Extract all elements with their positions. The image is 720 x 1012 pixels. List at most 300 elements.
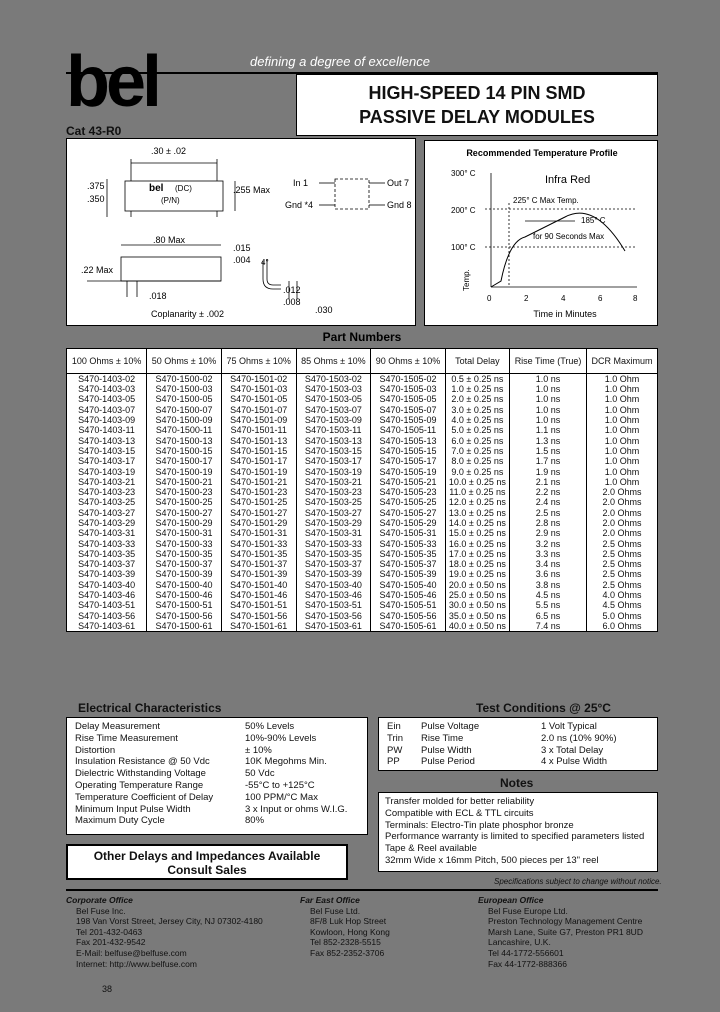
table-cell: S470-1503-09 xyxy=(296,415,371,425)
table-row xyxy=(67,590,658,600)
test-value: 2.0 ns (10% 90%) xyxy=(541,732,617,744)
table-cell: S470-1500-21 xyxy=(147,477,222,487)
table-cell: S470-1503-51 xyxy=(296,600,371,610)
table-row xyxy=(67,446,658,456)
table-cell: 6.0 ± 0.25 ns xyxy=(445,435,509,445)
table-cell: 4.5 Ohms xyxy=(587,600,658,610)
spec-value: ± 10% xyxy=(245,744,272,756)
table-cell: 3.3 ns xyxy=(509,549,586,559)
table-cell: 17.0 ± 0.25 ns xyxy=(445,549,509,559)
table-cell: 3.8 ns xyxy=(509,580,586,590)
office-line: Lancashire, U.K. xyxy=(488,937,551,948)
table-cell: 19.0 ± 0.25 ns xyxy=(445,569,509,579)
electrical-title: Electrical Characteristics xyxy=(78,701,222,715)
office-line: Fax 852-2352-3706 xyxy=(310,947,385,958)
table-cell: 35.0 ± 0.50 ns xyxy=(445,611,509,621)
temp-y-200: 200° C xyxy=(451,206,476,215)
table-cell: S470-1501-33 xyxy=(221,538,296,548)
table-cell: 3.0 ± 0.25 ns xyxy=(445,405,509,415)
col-85-ohms: 85 Ohms ± 10% xyxy=(296,349,371,374)
spec-value: 100 PPM/°C Max xyxy=(245,791,318,803)
table-cell: 1.0 Ohm xyxy=(587,425,658,435)
table-cell: S470-1403-05 xyxy=(67,394,147,404)
table-cell: S470-1503-03 xyxy=(296,384,371,394)
table-cell: S470-1501-13 xyxy=(221,435,296,445)
test-parameter: Pulse Voltage xyxy=(421,721,480,732)
table-row xyxy=(67,394,658,404)
office-lines xyxy=(478,906,658,970)
table-cell: S470-1501-27 xyxy=(221,508,296,518)
table-cell: 1.0 Ohm xyxy=(587,466,658,476)
spec-value: 3 x Input or ohms W.I.G. xyxy=(245,803,348,815)
table-cell: S470-1403-40 xyxy=(67,580,147,590)
dim-018: .018 xyxy=(149,291,167,301)
office-line: Marsh Lane, Suite G7, Preston PR1 8UD xyxy=(488,926,643,937)
table-cell: 3.2 ns xyxy=(509,538,586,548)
table-cell: 2.5 Ohms xyxy=(587,580,658,590)
pin-gnd8: Gnd 8 xyxy=(387,200,412,210)
test-row xyxy=(387,745,649,757)
spec-label: Delay Measurement xyxy=(75,721,161,732)
temp-x-2: 2 xyxy=(524,294,529,303)
table-row xyxy=(67,621,658,632)
table-cell: 1.0 ns xyxy=(509,394,586,404)
table-cell: S470-1501-21 xyxy=(221,477,296,487)
table-row xyxy=(67,518,658,528)
table-cell: 2.1 ns xyxy=(509,477,586,487)
table-cell: S470-1403-27 xyxy=(67,508,147,518)
note-item: Compatible with ECL & TTL circuits xyxy=(385,807,534,819)
table-cell: 2.0 Ohms xyxy=(587,518,658,528)
table-cell: S470-1505-46 xyxy=(371,590,446,600)
table-cell: S470-1503-17 xyxy=(296,456,371,466)
table-cell: S470-1500-27 xyxy=(147,508,222,518)
dim-22: .22 Max xyxy=(81,265,114,275)
table-cell: 1.0 ns xyxy=(509,405,586,415)
table-cell: 2.0 Ohms xyxy=(587,497,658,507)
office-line: Kowloon, Hong Kong xyxy=(310,926,390,937)
sec90-label: for 90 Seconds Max xyxy=(533,232,605,241)
table-cell: S470-1503-40 xyxy=(296,580,371,590)
dim-300: .30 ± .02 xyxy=(151,146,186,156)
temp-x-6: 6 xyxy=(598,294,603,303)
table-cell: S470-1500-07 xyxy=(147,405,222,415)
far-east-office xyxy=(300,895,470,959)
table-cell: S470-1403-17 xyxy=(67,456,147,466)
table-cell: 3.4 ns xyxy=(509,559,586,569)
table-cell: S470-1501-17 xyxy=(221,456,296,466)
table-cell: 40.0 ± 0.50 ns xyxy=(445,621,509,632)
table-cell: 1.0 ns xyxy=(509,384,586,394)
table-cell: 10.0 ± 0.25 ns xyxy=(445,477,509,487)
table-cell: S470-1500-35 xyxy=(147,549,222,559)
table-cell: S470-1500-09 xyxy=(147,415,222,425)
bel-logo: bel xyxy=(66,42,159,122)
table-row xyxy=(67,415,658,425)
table-cell: S470-1501-29 xyxy=(221,518,296,528)
table-cell: S470-1500-23 xyxy=(147,487,222,497)
chip-pn: (P/N) xyxy=(161,196,180,205)
table-cell: 1.0 Ohm xyxy=(587,394,658,404)
test-value: 3 x Total Delay xyxy=(541,744,604,756)
table-cell: S470-1501-07 xyxy=(221,405,296,415)
spec-row xyxy=(75,768,359,780)
table-cell: S470-1505-31 xyxy=(371,528,446,538)
note-item: 32mm Wide x 16mm Pitch, 500 pieces per 13" reel xyxy=(385,854,599,866)
table-cell: 2.8 ns xyxy=(509,518,586,528)
diagram-svg xyxy=(67,139,417,327)
dim-008: .008 xyxy=(283,297,301,307)
page-number: 38 xyxy=(102,984,113,994)
title-line-2: PASSIVE DELAY MODULES xyxy=(359,107,595,127)
spec-note: Specifications subject to change without notice. xyxy=(494,877,662,886)
table-row xyxy=(67,435,658,445)
table-cell: S470-1503-05 xyxy=(296,394,371,404)
table-row xyxy=(67,487,658,497)
spec-row xyxy=(75,780,359,792)
table-cell: S470-1501-61 xyxy=(221,621,296,632)
table-cell: 1.0 ns xyxy=(509,374,586,385)
table-cell: S470-1503-27 xyxy=(296,508,371,518)
table-row xyxy=(67,600,658,610)
office-line: 198 Van Vorst Street, Jersey City, NJ 07302-4180 xyxy=(76,916,263,927)
table-cell: S470-1501-11 xyxy=(221,425,296,435)
spec-value: -55°C to +125°C xyxy=(245,779,315,791)
table-cell: S470-1501-35 xyxy=(221,549,296,559)
table-cell: S470-1500-25 xyxy=(147,497,222,507)
note-item: Transfer molded for better reliability xyxy=(385,796,535,807)
table-cell: S470-1503-35 xyxy=(296,549,371,559)
table-cell: S470-1501-05 xyxy=(221,394,296,404)
temp-ylabel: Temp. xyxy=(462,269,471,291)
table-row xyxy=(67,538,658,548)
table-cell: S470-1503-23 xyxy=(296,487,371,497)
table-cell: S470-1403-23 xyxy=(67,487,147,497)
office-line: Fax 44-1772-888366 xyxy=(488,958,567,969)
office-line: Preston Technology Management Centre xyxy=(488,916,643,927)
table-row xyxy=(67,405,658,415)
spec-label: Operating Temperature Range xyxy=(75,779,204,791)
table-cell: S470-1403-15 xyxy=(67,446,147,456)
table-cell: S470-1503-02 xyxy=(296,374,371,385)
table-cell: S470-1500-03 xyxy=(147,384,222,394)
test-parameter: Pulse Width xyxy=(421,744,472,756)
spec-row xyxy=(75,733,359,745)
col-rise-time: Rise Time (True) xyxy=(509,349,586,374)
table-cell: 15.0 ± 0.25 ns xyxy=(445,528,509,538)
table-cell: S470-1503-39 xyxy=(296,569,371,579)
table-cell: S470-1503-25 xyxy=(296,497,371,507)
title-box xyxy=(296,74,658,136)
table-row xyxy=(67,384,658,394)
office-heading: Corporate Office xyxy=(66,895,133,905)
table-cell: S470-1500-51 xyxy=(147,600,222,610)
table-cell: S470-1505-56 xyxy=(371,611,446,621)
spec-label: Maximum Duty Cycle xyxy=(75,815,165,827)
note-item: Terminals: Electro-Tin plate phosphor bronze xyxy=(385,819,574,831)
table-cell: S470-1503-31 xyxy=(296,528,371,538)
table-cell: 25.0 ± 0.50 ns xyxy=(445,590,509,600)
spec-label: Insulation Resistance @ 50 Vdc xyxy=(75,756,210,768)
test-row xyxy=(387,756,649,768)
table-cell: S470-1505-13 xyxy=(371,435,446,445)
max-temp-label: 225° C Max Temp. xyxy=(513,196,579,205)
table-row xyxy=(67,497,658,507)
table-cell: S470-1501-56 xyxy=(221,611,296,621)
office-line: Internet: http://www.belfuse.com xyxy=(76,958,197,969)
spec-row xyxy=(75,815,359,827)
temp-xlabel: Time in Minutes xyxy=(533,309,597,319)
table-cell: S470-1503-29 xyxy=(296,518,371,528)
table-row xyxy=(67,559,658,569)
table-cell: 13.0 ± 0.25 ns xyxy=(445,508,509,518)
test-symbol: Ein xyxy=(387,721,401,732)
col-50-ohms: 50 Ohms ± 10% xyxy=(147,349,222,374)
table-cell: S470-1501-23 xyxy=(221,487,296,497)
table-cell: S470-1403-25 xyxy=(67,497,147,507)
dim-375: .375 xyxy=(87,181,105,191)
chip-brand: bel xyxy=(149,183,164,194)
table-cell: S470-1503-07 xyxy=(296,405,371,415)
pin-gnd4: Gnd *4 xyxy=(285,200,314,210)
infra-red-label: Infra Red xyxy=(545,174,591,186)
table-cell: S470-1403-02 xyxy=(67,374,147,385)
mechanical-diagram xyxy=(66,138,416,326)
table-cell: S470-1501-46 xyxy=(221,590,296,600)
table-cell: S470-1403-19 xyxy=(67,466,147,476)
table-cell: 9.0 ± 0.25 ns xyxy=(445,466,509,476)
table-row xyxy=(67,477,658,487)
table-row xyxy=(67,569,658,579)
table-cell: 1.9 ns xyxy=(509,466,586,476)
col-75-ohms: 75 Ohms ± 10% xyxy=(221,349,296,374)
title-line-1: HIGH-SPEED 14 PIN SMD xyxy=(368,83,586,103)
table-cell: S470-1503-11 xyxy=(296,425,371,435)
table-cell: 2.0 Ohms xyxy=(587,528,658,538)
test-parameter: Pulse Period xyxy=(421,756,475,768)
table-cell: S470-1500-39 xyxy=(147,569,222,579)
office-line: Bel Fuse Ltd. xyxy=(310,905,361,916)
table-cell: 11.0 ± 0.25 ns xyxy=(445,487,509,497)
other-line-1: Other Delays and Impedances Available xyxy=(93,849,321,863)
test-symbol: PW xyxy=(387,744,403,756)
table-cell: S470-1505-61 xyxy=(371,621,446,632)
table-cell: 1.7 ns xyxy=(509,456,586,466)
table-cell: 1.5 ns xyxy=(509,446,586,456)
office-line: Tel 852-2328-5515 xyxy=(310,937,381,948)
spec-label: Minimum Input Pulse Width xyxy=(75,803,191,815)
table-cell: 1.0 Ohm xyxy=(587,456,658,466)
test-row xyxy=(387,733,649,745)
table-cell: S470-1403-51 xyxy=(67,600,147,610)
chip-dc: (DC) xyxy=(175,184,192,193)
table-cell: 20.0 ± 0.50 ns xyxy=(445,580,509,590)
table-cell: 1.0 Ohm xyxy=(587,415,658,425)
dim-350: .350 xyxy=(87,194,105,204)
table-cell: S470-1500-11 xyxy=(147,425,222,435)
table-cell: S470-1500-61 xyxy=(147,621,222,632)
dim-255: .255 Max xyxy=(233,185,271,195)
degree-label: 4° xyxy=(261,258,269,267)
table-cell: 6.5 ns xyxy=(509,611,586,621)
dim-030: .030 xyxy=(315,305,333,315)
table-cell: 2.5 Ohms xyxy=(587,559,658,569)
spec-row xyxy=(75,756,359,768)
table-cell: S470-1501-40 xyxy=(221,580,296,590)
table-cell: S470-1505-40 xyxy=(371,580,446,590)
office-heading: Far East Office xyxy=(300,895,360,905)
note-item: Performance warranty is limited to specified parameters listed xyxy=(385,831,645,843)
table-cell: S470-1501-25 xyxy=(221,497,296,507)
table-cell: S470-1403-21 xyxy=(67,477,147,487)
table-cell: 1.1 ns xyxy=(509,425,586,435)
office-line: Tel 44-1772-556601 xyxy=(488,947,564,958)
table-cell: 14.0 ± 0.25 ns xyxy=(445,518,509,528)
table-cell: 2.5 Ohms xyxy=(587,569,658,579)
table-cell: S470-1403-35 xyxy=(67,549,147,559)
table-cell: 3.6 ns xyxy=(509,569,586,579)
table-row xyxy=(67,528,658,538)
spec-value: 50% Levels xyxy=(245,721,295,732)
table-cell: S470-1501-19 xyxy=(221,466,296,476)
table-cell: S470-1403-46 xyxy=(67,590,147,600)
table-row xyxy=(67,580,658,590)
table-cell: 2.5 Ohms xyxy=(587,538,658,548)
table-cell: S470-1501-09 xyxy=(221,415,296,425)
table-cell: S470-1500-05 xyxy=(147,394,222,404)
col-90-ohms: 90 Ohms ± 10% xyxy=(371,349,446,374)
table-cell: S470-1505-35 xyxy=(371,549,446,559)
table-cell: 1.0 Ohm xyxy=(587,446,658,456)
table-row xyxy=(67,466,658,476)
dim-80: .80 Max xyxy=(153,235,186,245)
table-cell: S470-1503-37 xyxy=(296,559,371,569)
office-line: 8F/8 Luk Hop Street xyxy=(310,916,387,927)
table-cell: S470-1500-02 xyxy=(147,374,222,385)
spec-label: Temperature Coefficient of Delay xyxy=(75,791,214,803)
col-100-ohms: 100 Ohms ± 10% xyxy=(67,349,147,374)
table-cell: S470-1403-03 xyxy=(67,384,147,394)
table-row xyxy=(67,425,658,435)
dim-004: .004 xyxy=(233,255,251,265)
table-cell: S470-1500-40 xyxy=(147,580,222,590)
table-cell: S470-1403-31 xyxy=(67,528,147,538)
spec-row xyxy=(75,745,359,757)
table-cell: 1.0 Ohm xyxy=(587,405,658,415)
table-cell: S470-1503-61 xyxy=(296,621,371,632)
c185-label: 185° C xyxy=(581,216,606,225)
office-line: Bel Fuse Inc. xyxy=(76,905,126,916)
table-cell: S470-1503-13 xyxy=(296,435,371,445)
notes-title: Notes xyxy=(500,776,534,790)
col-total-delay: Total Delay xyxy=(445,349,509,374)
table-cell: 1.0 Ohm xyxy=(587,384,658,394)
table-cell: 12.0 ± 0.25 ns xyxy=(445,497,509,507)
table-cell: S470-1501-15 xyxy=(221,446,296,456)
table-cell: S470-1500-31 xyxy=(147,528,222,538)
dim-015: .015 xyxy=(233,243,251,253)
other-line-2: Consult Sales xyxy=(167,863,247,877)
office-line: Tel 201-432-0463 xyxy=(76,926,143,937)
table-cell: 16.0 ± 0.25 ns xyxy=(445,538,509,548)
spec-label: Dielectric Withstanding Voltage xyxy=(75,768,206,780)
table-cell: S470-1403-33 xyxy=(67,538,147,548)
table-cell: S470-1505-39 xyxy=(371,569,446,579)
table-header-row xyxy=(67,349,658,374)
table-cell: 1.3 ns xyxy=(509,435,586,445)
table-cell: S470-1505-11 xyxy=(371,425,446,435)
temp-y-100: 100° C xyxy=(451,243,476,252)
spec-row xyxy=(75,721,359,733)
table-row xyxy=(67,549,658,559)
spec-value: 80% xyxy=(245,815,265,827)
table-cell: 8.0 ± 0.25 ns xyxy=(445,456,509,466)
coplanarity-label: Coplanarity ± .002 xyxy=(151,309,224,319)
spec-row xyxy=(75,804,359,816)
table-cell: S470-1500-56 xyxy=(147,611,222,621)
table-cell: S470-1403-29 xyxy=(67,518,147,528)
table-row xyxy=(67,374,658,385)
table-cell: S470-1501-37 xyxy=(221,559,296,569)
table-cell: 2.0 Ohms xyxy=(587,487,658,497)
table-cell: 1.0 Ohm xyxy=(587,435,658,445)
table-cell: S470-1505-03 xyxy=(371,384,446,394)
table-cell: 2.0 ± 0.25 ns xyxy=(445,394,509,404)
electrical-characteristics-box xyxy=(66,717,368,835)
table-cell: 5.5 ns xyxy=(509,600,586,610)
table-cell: S470-1505-17 xyxy=(371,456,446,466)
table-cell: S470-1505-27 xyxy=(371,508,446,518)
table-cell: S470-1505-23 xyxy=(371,487,446,497)
table-cell: S470-1505-07 xyxy=(371,405,446,415)
table-cell: S470-1505-29 xyxy=(371,518,446,528)
table-cell: S470-1501-03 xyxy=(221,384,296,394)
table-cell: S470-1505-33 xyxy=(371,538,446,548)
table-cell: S470-1500-13 xyxy=(147,435,222,445)
table-body xyxy=(67,374,658,632)
table-cell: 1.0 Ohm xyxy=(587,477,658,487)
spec-row xyxy=(75,792,359,804)
table-cell: S470-1505-21 xyxy=(371,477,446,487)
dim-012: .012 xyxy=(283,285,301,295)
office-line: Fax 201-432-9542 xyxy=(76,937,146,948)
temp-x-0: 0 xyxy=(487,294,492,303)
office-lines xyxy=(300,906,470,959)
tagline: defining a degree of excellence xyxy=(250,54,430,69)
temp-profile-title: Recommended Temperature Profile xyxy=(466,148,618,158)
table-cell: S470-1403-39 xyxy=(67,569,147,579)
table-cell: S470-1503-56 xyxy=(296,611,371,621)
table-cell: 4.0 Ohms xyxy=(587,590,658,600)
table-cell: S470-1503-21 xyxy=(296,477,371,487)
table-cell: S470-1403-09 xyxy=(67,415,147,425)
table-cell: S470-1403-07 xyxy=(67,405,147,415)
temp-y-300: 300° C xyxy=(451,169,476,178)
test-value: 1 Volt Typical xyxy=(541,721,597,732)
table-cell: 2.2 ns xyxy=(509,487,586,497)
table-cell: 5.0 ± 0.25 ns xyxy=(445,425,509,435)
table-cell: S470-1503-15 xyxy=(296,446,371,456)
catalog-number: Cat 43-R0 xyxy=(66,124,122,138)
other-delays-box xyxy=(66,844,348,880)
spec-label: Distortion xyxy=(75,744,116,756)
table-cell: S470-1500-17 xyxy=(147,456,222,466)
table-cell: S470-1505-09 xyxy=(371,415,446,425)
pin-out7: Out 7 xyxy=(387,178,410,188)
table-cell: S470-1403-61 xyxy=(67,621,147,632)
table-cell: S470-1403-56 xyxy=(67,611,147,621)
table-cell: S470-1501-39 xyxy=(221,569,296,579)
